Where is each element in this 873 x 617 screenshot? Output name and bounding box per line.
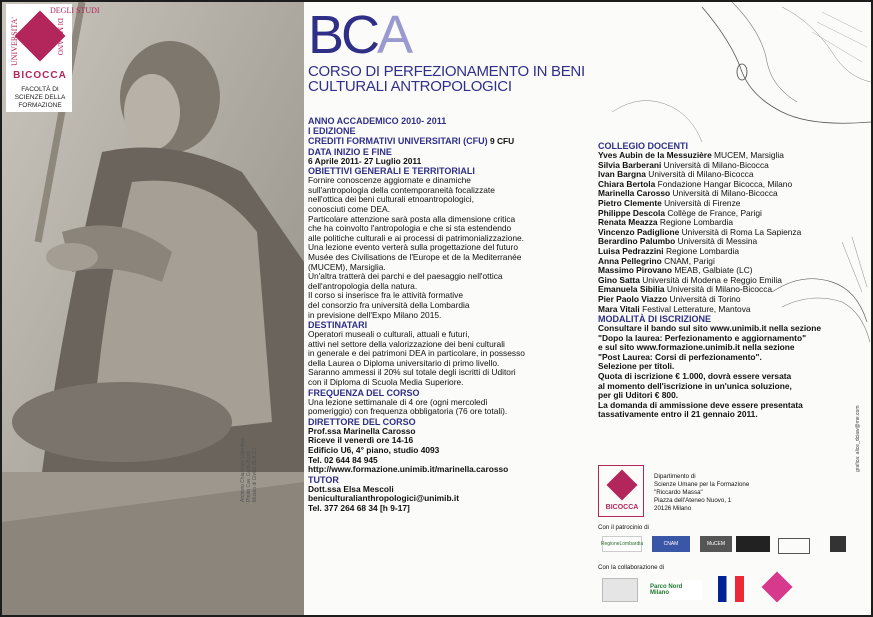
docente-affiliation: Collège de France, Parigi [665,207,762,218]
logo-line-1: DEGLI STUDI [50,6,100,15]
modalita-line: Selezione per titoli. [598,361,675,372]
frequenza-heading: FREQUENZA DEL CORSO [308,387,420,398]
faculty-column [598,141,870,420]
docente-affiliation: Università di Milano-Bicocca [645,169,754,180]
tutor-line: Tel. 377 264 68 34 [h 9-17] [308,503,410,513]
docente-name: Pier Paolo Viazzo [598,293,668,304]
docente-name: Emanuela Sibilia [598,284,665,295]
course-info-column [308,116,588,514]
collegio-heading: COLLEGIO DOCENTI [598,141,688,151]
docente-affiliation: CNAM, Parigi [661,255,715,266]
obiettivi-text [308,176,588,320]
tutor-line: Dott.ssa Elsa Mescoli [308,483,394,494]
docente-affiliation: Università di Messina [675,236,758,247]
parco-nord-text: Parco Nord Milano [650,584,683,596]
museo-logo [602,578,638,602]
direttore-line: Prof.ssa Marinella Carosso [308,425,416,436]
obiettivi-line: Musée des Civilisations de l'Europe et de la Mediterranée [308,251,522,262]
collaborazione-label: Con la collaborazione di [598,564,665,571]
obiettivi-line: Il corso si inserisce fra le attività formative [308,290,463,301]
docente-affiliation: Università di Firenze [661,197,741,208]
destinatari-line: attivi nel settore della valorizzazione dei beni culturali [308,338,505,349]
destinatari-line: Saranno ammessi il 20% sul totale degli iscritti di Uditori [308,367,516,378]
cfu-label: CREDITI FORMATIVI UNIVERSITARI (CFU) [308,136,488,146]
cnam-logo [652,536,690,552]
direttore-line: http://www.formazione.unimib.it/marinella.carosso [308,464,509,475]
french-flag-logo [718,576,744,602]
diamonds-logo [778,538,810,554]
frequenza-line: Una lezione settimanale di 4 ore (ogni mercoledì [308,396,488,407]
docente-affiliation: Università di Torino [667,293,741,304]
regione-lombardia-text: RegioneLombardia [600,541,644,547]
modalita-line: "Post Laurea: Corsi di perfezionamento". [598,351,762,362]
obiettivi-line: (MUCEM), Marsiglia. [308,261,386,272]
cfu-value: 9 CFU [490,136,515,146]
logo-faculty: FACOLTÀ DI SCIENZE DELLA FORMAZIONE [14,86,66,109]
destinatari-line: Operatori museali o culturali, attuali e futuri, [308,329,470,340]
docente-affiliation: Università di Milano-Bicocca [664,284,773,295]
regione-lombardia-logo [602,536,642,552]
docente-name: Luisa Pedrazzini [598,245,664,256]
department-address-line: 20126 Milano [654,505,692,512]
obiettivi-line: nell'ottica dei beni culturali etnoantropologici, [308,194,474,205]
tutor-text [308,485,588,514]
docente-name: Vincenzo Padiglione [598,226,680,237]
direttore-heading: DIRETTORE DEL CORSO [308,416,416,427]
docente-affiliation: Festival Letterature, Mantova [639,303,751,314]
obiettivi-line: conosciuti come DEA. [308,203,390,214]
data-value: 6 Aprile 2011- 27 Luglio 2011 [308,155,422,166]
obiettivi-line: Particolare attenzione sarà posta alla dimensione critica [308,213,516,224]
docente-name: Chiara Bertola [598,178,656,189]
department-address [654,473,854,513]
docente-affiliation: MUCEM, Marsiglia [711,150,784,160]
docente-name: Renata Meazza [598,217,658,228]
modalita-line: Consultare il bando sul sito www.unimib.it nella sezione [598,323,822,334]
emblem-logo [830,536,846,552]
obiettivi-line: sull'antropologia della contemporaneità focalizzate [308,184,495,195]
modalita-line: tassativamente entro il 21 gennaio 2011. [598,409,758,420]
modalita-text [598,324,870,420]
brochure-page [2,2,871,615]
direttore-line: Tel. 02 644 84 945 [308,454,378,465]
frequenza-line: pomeriggio) con frequenza obbligatoria (76 ore totali). [308,406,508,417]
data-heading: DATA INIZIO E FINE [308,146,392,157]
photo-credit: Archivio Chiarenza Valentina Photo Cav. Carlo Bozzi Museo di Civiltà (B.A.C.) [240,438,258,502]
docente-affiliation: Università di Milano-Bicocca [670,188,778,199]
modalita-line: per gli Uditori € 800. [598,390,679,401]
modalita-line: La domanda di ammissione deve essere presentata [598,399,803,410]
cnam-text: CNAM [663,541,679,547]
modalita-heading: MODALITÀ DI ISCRIZIONE [598,314,711,325]
obiettivi-line: Una lezione evento verterà sulla progettazione del futuro [308,242,518,253]
modalita-line: al momento dell'iscrizione in un'unica soluzione, [598,380,792,391]
modalita-line: e sul sito www.formazione.unimib.it nella sezione [598,342,795,353]
modalita-line: "Dopo la laurea: Perfezionamento e aggiornamento" [598,332,807,343]
obiettivi-line: del consorzio fra università della Lombardia [308,299,470,310]
destinatari-line: con il Diploma di Scuola Media Superiore. [308,377,464,388]
obiettivi-heading: OBIETTIVI GENERALI E TERRITORIALI [308,166,475,177]
bca-letters: BC [308,5,378,65]
docente-affiliation: Università di Roma La Sapienza [679,226,802,237]
obiettivi-line: alle politiche culturali e ai processi di patrimonializzazione. [308,232,524,243]
docente-name: Berardino Palumbo [598,236,676,247]
centre-culturel-logo [798,576,828,602]
university-logo [6,4,100,112]
obiettivi-line: Un'altra tratterà dei parchi e del paesaggio nell'ottica [308,271,503,282]
docente-name: Ivan Bargna [598,169,646,180]
obiettivi-line: in previsione dell'Expo Milano 2015. [308,309,442,320]
destinatari-line: in generale e dei patrimoni DEA in particolare, in possesso [308,348,525,359]
docente-name: Yves Aubin de la Messuzière [598,150,712,160]
department-address-line: "Riccardo Massa" [654,489,703,496]
department-logo-mark [606,469,637,500]
logo-name: BICOCCA [13,70,67,81]
destinatari-text [308,330,588,388]
obiettivi-line: che ha coinvolto l'antropologia e che si sta estendendo [308,223,512,234]
mucem-logo [700,536,732,552]
direttore-line: Riceve il venerdì ore 14-16 [308,435,414,446]
docente-name: Mara Vitali [598,303,640,314]
destinatari-line: della Laurea o Diploma universitario di primo livello. [308,357,500,368]
department-logo-name: BICOCCA [605,504,639,511]
docente-row [598,305,870,315]
destinatari-heading: DESTINATARI [308,320,368,331]
docente-affiliation: Fondazione Hangar Bicocca, Milano [655,178,793,189]
docente-name: Gino Satta [598,274,640,285]
ministry-logo [736,536,770,552]
edizione: I EDIZIONE [308,126,356,136]
docente-affiliation: Regione Lombardia [657,217,734,228]
tutor-heading: TUTOR [308,474,339,485]
docente-name: Massimo Pirovano [598,265,673,276]
direttore-line: Edificio U6, 4° piano, studio 4093 [308,445,440,456]
docente-name: Silvia Barberani [598,159,662,170]
obiettivi-line: Fornire conoscenze aggiornate e dinamiche [308,175,471,186]
department-address-line: Piazza dell'Ateneo Nuovo, 1 [654,497,732,504]
patrocinio-label: Con il patrocinio di [598,524,649,531]
docente-name: Philippe Descola [598,207,666,218]
docenti-list [598,151,870,314]
bca-letter-a: A [377,5,411,65]
department-address-line: Dipartimento di [654,473,696,480]
docente-affiliation: MEAB, Galbiate (LC) [672,265,753,276]
modalita-line: Quota di iscrizione € 1.000, dovrà essere versata [598,371,792,382]
anno-accademico: ANNO ACCADEMICO 2010- 2011 [308,116,447,126]
docente-affiliation: Università di Modena e Reggio Emilia [639,274,782,285]
docente-affiliation: Regione Lombardia [663,245,740,256]
department-logo [598,465,644,517]
logo-line-3: DI MILANO [56,18,64,56]
direttore-text [308,427,588,475]
mucem-text: MuCEM [706,541,726,547]
face-sketch-illustration [582,2,871,152]
logo-line-2: UNIVERSITA' [10,17,19,66]
docente-name: Anna Pellegrino [598,255,662,266]
docente-affiliation: Università di Milano-Bicocca [661,159,769,170]
tutor-line: beniculturalianthropologici@unimib.it [308,493,460,504]
department-address-line: Scienze Umane per la Formazione [654,481,750,488]
docente-name: Pietro Clemente [598,197,662,208]
frequenza-text [308,398,588,417]
docente-name: Marinella Carosso [598,188,671,199]
parco-nord-logo [650,580,702,600]
obiettivi-line: dell'antropologia della natura. [308,280,418,291]
design-credit: grafica: alice_dciaw@me.com [855,405,861,472]
bca-title [308,5,411,65]
course-title: CORSO DI PERFEZIONAMENTO IN BENI CULTURALI ANTROPOLOGICI [308,63,585,95]
cube-logo [761,571,792,602]
